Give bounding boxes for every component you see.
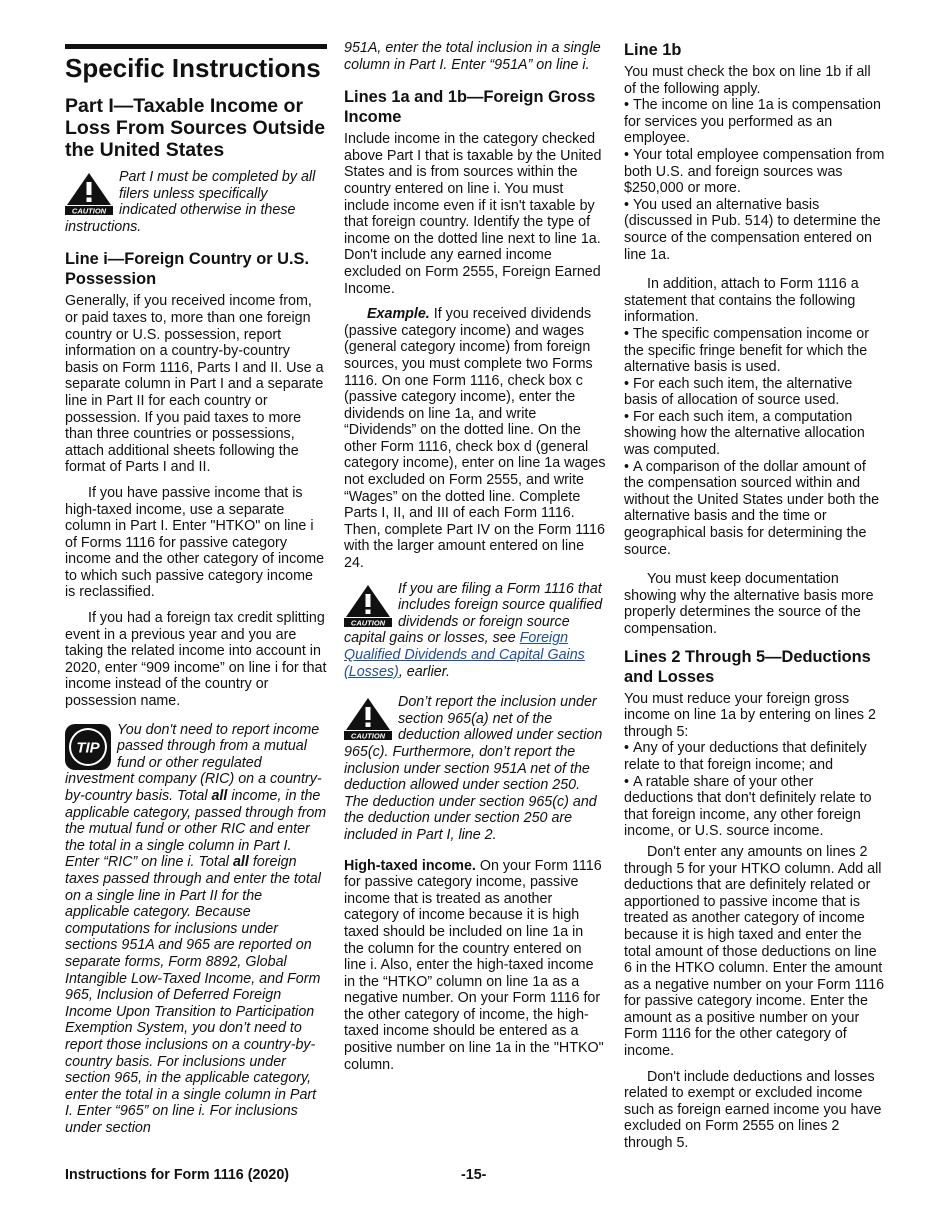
caution-note-1 <box>65 169 327 235</box>
tip-emphasis: all <box>211 788 228 804</box>
caution-text-2: If you are filing a Form 1116 that includes foreign source qualified dividends or foreign source capital gains or losses, see <box>344 580 603 647</box>
tip-icon <box>65 724 111 770</box>
list-item: • A ratable share of your other deductions that don't definitely relate to that foreign income, any other foreign income, or U.S. source income. <box>624 774 886 840</box>
caution-label: CAUTION <box>350 617 386 627</box>
tip-label: TIP <box>76 739 100 757</box>
tip-note <box>65 722 327 1137</box>
example-text: If you received dividends (passive category income) and wages (general category income) from foreign sources, you must complete two Forms 1116. On one Form 1116, check box c (passive category income), enter the dividends on line 1a, and write “Dividends” on the dotted line. On the other Form 1116, check box d (general category income), enter on line 1a wages not excluded on Form 2555, and write “Wages” on the dotted line. Complete Parts I, II, and III of each Form 1116. Then, complete Part IV on the Form 1116 with the larger amount entered on line 24. <box>344 306 606 572</box>
caution-label: CAUTION <box>71 206 107 215</box>
list-item: • Any of your deductions that definitely relate to that foreign income; and <box>624 740 886 773</box>
tip-text: income, in the applicable category, passed through from the mutual fund or other RIC and enter the total in a single column in Part I. Enter “RIC” on line i. Total <box>65 788 327 871</box>
paragraph: If you have passive income that is high-taxed income, use a separate column in Part I. Enter "HTKO" on line i of Forms 1116 for passive category income and the other category of income to which such passive category income is reclassified. <box>65 484 325 601</box>
caution-text-1: Part I must be completed by all filers unless specifically indicated otherwise in these instructions. <box>65 169 316 235</box>
bullet-list-2 <box>624 326 886 558</box>
caution-icon <box>344 583 392 627</box>
paragraph: If you had a foreign tax credit splitting event in a previous year and you are taking the related income into account in 2020, enter “909 income” on line i for that income instead of the country or possession name. <box>65 610 327 710</box>
paragraph: You must check the box on line 1b if all of the following apply. <box>624 64 871 97</box>
list-item: • For each such item, a computation showing how the alternative allocation was computed. <box>624 409 886 459</box>
column-2 <box>344 40 606 1082</box>
line-1b-heading: Line 1b <box>624 41 682 59</box>
footer-form-title: Instructions for Form 1116 (2020) <box>65 1167 290 1183</box>
caution-note-3 <box>344 694 606 843</box>
continued-tip-text: 951A, enter the total inclusion in a single column in Part I. Enter “951A” on line i. <box>344 40 601 73</box>
title-rule <box>65 44 327 49</box>
bullet-list-3 <box>624 740 886 840</box>
paragraph: In addition, attach to Form 1116 a statement that contains the following information. <box>624 276 859 326</box>
tip-text: foreign taxes passed through and enter the total on a single line in Part II for the applicable category. Because computations for inclusions under sections 951A and 965 are reported on separate forms, Form 8892, Global Intangible Low-Taxed Income, and Form 965, Inclusion of Deferred Foreign Income Upon Transition to Participation Exemption System, you don’t need to report those inclusions on a country-by-country basis. For inclusions under section 965, in the applicable category, enter the total in a single column in Part I. Enter “965” on line i. For inclusions under section <box>65 854 321 1136</box>
caution-text-3: Don’t report the inclusion under section 965(a) net of the deduction allowed under section 965(c). Furthermore, don’t report the inclusion under section 951A net of the deduction allowed under section 250. The deduction under section 965(c) and the deduction under section 250 are included in Part I, line 2. <box>344 694 603 843</box>
bullet-list-1 <box>624 97 886 263</box>
paragraph: Include income in the category checked above Part I that is taxable by the United States and is from sources within the country entered on line i. You must include income even if it isn't taxable by that foreign country. Identify the type of income on the dotted line next to line 1a. Don't include any earned income excluded on Form 2555, Foreign Earned Income. <box>344 131 602 297</box>
lines-2-5-heading: Lines 2 Through 5—Deductions and Losses <box>624 647 871 686</box>
tip-emphasis: all <box>232 854 249 871</box>
list-item: • The specific compensation income or the specific fringe benefit for which the alternative basis is used. <box>624 326 886 376</box>
list-item: • For each such item, the alternative basis of allocation of source used. <box>624 376 886 409</box>
lines-1a-1b-heading: Lines 1a and 1b—Foreign Gross Income <box>344 88 596 127</box>
list-item: • You used an alternative basis (discussed in Pub. 514) to determine the source of the compensation entered on line 1a. <box>624 197 886 263</box>
column-3 <box>624 40 886 1161</box>
part-heading: Part I—Taxable Income or Loss From Sources Outside the United States <box>65 95 326 161</box>
high-taxed-income-paragraph <box>344 858 606 1074</box>
example-paragraph <box>344 306 606 572</box>
paragraph: Don't include deductions and losses related to exempt or excluded income such as foreign earned income you have excluded on Form 2555 on lines 2 through 5. <box>624 1068 882 1152</box>
paragraph: Don't enter any amounts on lines 2 through 5 for your HTKO column. Add all deductions that are definitely related or apportioned to passive income that is treated as another category of income because it is high taxed and enter the total amount of those deductions on line 6 in the HTKO column. Enter the amount as a negative number on your Form 1116 for passive category income. Enter the amount as a positive number on your Form 1116 for the other category of income. <box>624 843 885 1060</box>
paragraph: You must reduce your foreign gross income on line 1a by entering on lines 2 through 5: <box>624 690 876 740</box>
high-taxed-income-label: High-taxed income. <box>344 857 476 874</box>
page-number: -15- <box>461 1167 487 1183</box>
list-item: • Your total employee compensation from both U.S. and foreign sources was $250,000 or more. <box>624 147 886 197</box>
caution-label: CAUTION <box>350 731 386 741</box>
paragraph: Generally, if you received income from, or paid taxes to, more than one foreign country or U.S. possession, report information on a country-by-country basis on Form 1116, Parts I and II. Use a separate column in Part I and a separate line in Part II for each country or possession. If you paid taxes to more than three countries or possessions, attach additional sheets following the format of Parts I and II. <box>65 293 324 476</box>
caution-note-2 <box>344 581 606 681</box>
column-1 <box>65 40 327 1150</box>
high-taxed-income-text: On your Form 1116 for passive category income, passive income that is treated as another category of income because it is high taxed should be included on line 1a in the column for the country entered on line i. Also, enter the high-taxed income in the “HTKO” column on line 1a as a negative number. On your Form 1116 for the other category of income, the high-taxed income should be entered as a positive number on line 1a in the "HTKO" column. <box>344 857 604 1073</box>
page-title: Specific Instructions <box>65 53 321 83</box>
line-i-heading: Line i—Foreign Country or U.S. Possession <box>65 250 310 289</box>
tip-text: You don't need to report income passed through from a mutual fund or other regulated investment company (RIC) on a country-by-country basis. Total <box>65 721 322 804</box>
caution-text-2-end: , earlier. <box>398 663 450 680</box>
caution-icon <box>65 171 113 215</box>
foreign-qualified-dividends-link[interactable]: Foreign Qualified Dividends and Capital Gains (Losses) <box>344 630 585 680</box>
caution-icon <box>344 696 392 740</box>
paragraph: You must keep documentation showing why the alternative basis more properly determines the source of the compensation. <box>624 571 874 637</box>
list-item: • A comparison of the dollar amount of the compensation sourced within and without the United States under both the alternative basis and the time or geographical basis for determining the source. <box>624 459 886 559</box>
example-label: Example. <box>367 306 430 323</box>
list-item: • The income on line 1a is compensation for services you performed as an employee. <box>624 97 886 147</box>
